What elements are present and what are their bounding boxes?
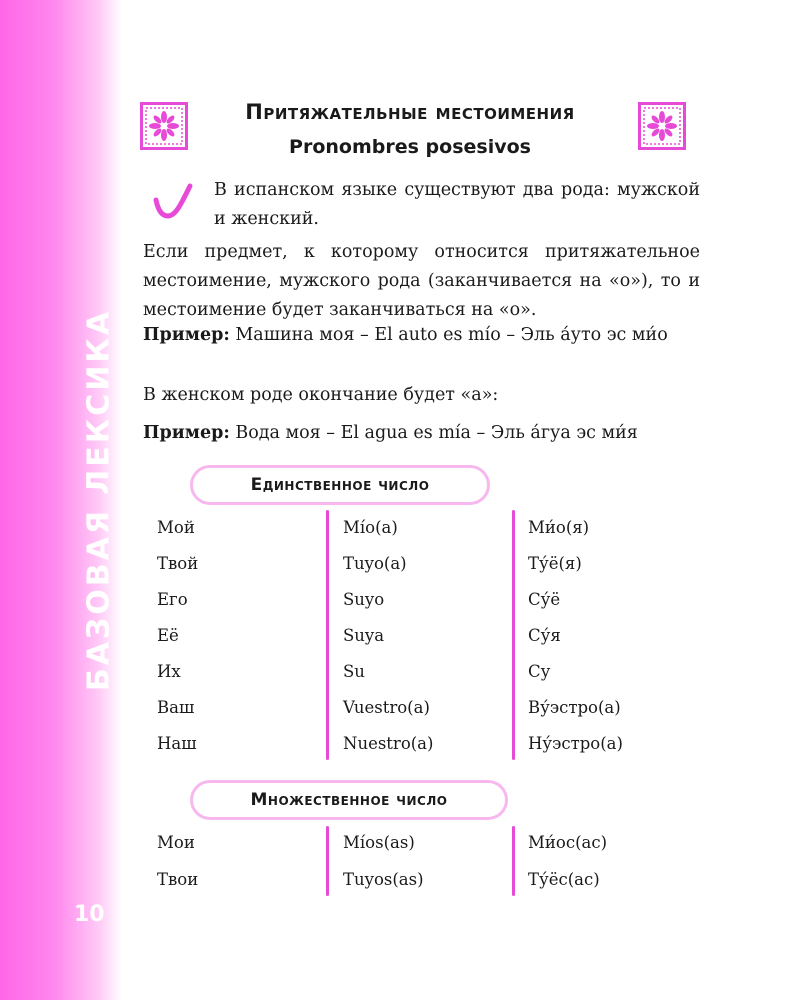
cell-spanish: Mío(a) — [343, 518, 398, 537]
cell-transcription: Ми́ос(ас) — [528, 833, 608, 852]
cell-transcription: Ну́эстро(а) — [528, 734, 623, 753]
singular-heading: Единственное число — [190, 465, 490, 505]
table-row — [0, 621, 800, 651]
cell-transcription: Ту́ёс(ас) — [528, 870, 600, 889]
cell-spanish: Vuestro(a) — [343, 698, 430, 717]
cell-russian: Ваш — [157, 698, 195, 717]
table-row — [0, 828, 800, 858]
cell-russian: Их — [157, 662, 181, 681]
flower-ornament-icon — [638, 102, 686, 150]
cell-spanish: Nuestro(a) — [343, 734, 434, 753]
cell-transcription: Су — [528, 662, 551, 681]
cell-transcription: Су́ё — [528, 590, 561, 609]
checkmark-icon — [150, 180, 198, 222]
page-subtitle: Pronombres posesivos — [289, 136, 531, 158]
flower-ornament-icon — [140, 102, 188, 150]
cell-transcription: Ту́ё(я) — [528, 554, 582, 573]
cell-spanish: Tuyo(a) — [343, 554, 407, 573]
table-row — [0, 657, 800, 687]
page-number: 10 — [74, 902, 105, 927]
cell-spanish: Suyo — [343, 590, 385, 609]
table-row — [0, 729, 800, 759]
cell-spanish: Su — [343, 662, 365, 681]
example-text: Вода моя – El agua es mía – Эль а́гуа эс ми́я — [235, 423, 638, 443]
cell-transcription: Ву́эстро(а) — [528, 698, 621, 717]
cell-russian: Её — [157, 626, 179, 645]
cell-spanish: Tuyos(as) — [343, 870, 424, 889]
cell-transcription: Су́я — [528, 626, 561, 645]
example-label: Пример: — [143, 423, 230, 443]
example-masculine — [143, 321, 700, 350]
example-feminine — [143, 419, 700, 448]
cell-spanish: Suya — [343, 626, 385, 645]
plural-heading: Множественное число — [190, 780, 508, 820]
table-row — [0, 513, 800, 543]
cell-russian: Наш — [157, 734, 197, 753]
cell-russian: Твой — [157, 554, 199, 573]
cell-spanish: Míos(as) — [343, 833, 415, 852]
page-title: Притяжательные местоимения — [245, 100, 575, 124]
cell-russian: Его — [157, 590, 188, 609]
paragraph-feminine: В женском роде окончание будет «а»: — [143, 385, 499, 405]
table-row — [0, 693, 800, 723]
example-text: Машина моя – El auto es mío – Эль а́уто эс ми́о — [235, 325, 668, 345]
cell-transcription: Ми́о(я) — [528, 518, 590, 537]
table-row — [0, 549, 800, 579]
section-side-title: БАЗОВАЯ ЛЕКСИКА — [81, 308, 117, 692]
cell-russian: Твои — [157, 870, 199, 889]
cell-russian: Мой — [157, 518, 195, 537]
table-row — [0, 865, 800, 895]
paragraph-rule: Если предмет, к которому относится притяжательное местоимение, мужского рода (заканчивается на «о»), то и местоимение будет заканчиваться на «о». — [143, 242, 700, 320]
note-text: В испанском языке существуют два рода: мужской и женский. — [214, 180, 700, 229]
example-label: Пример: — [143, 325, 230, 345]
table-row — [0, 585, 800, 615]
cell-russian: Мои — [157, 833, 195, 852]
